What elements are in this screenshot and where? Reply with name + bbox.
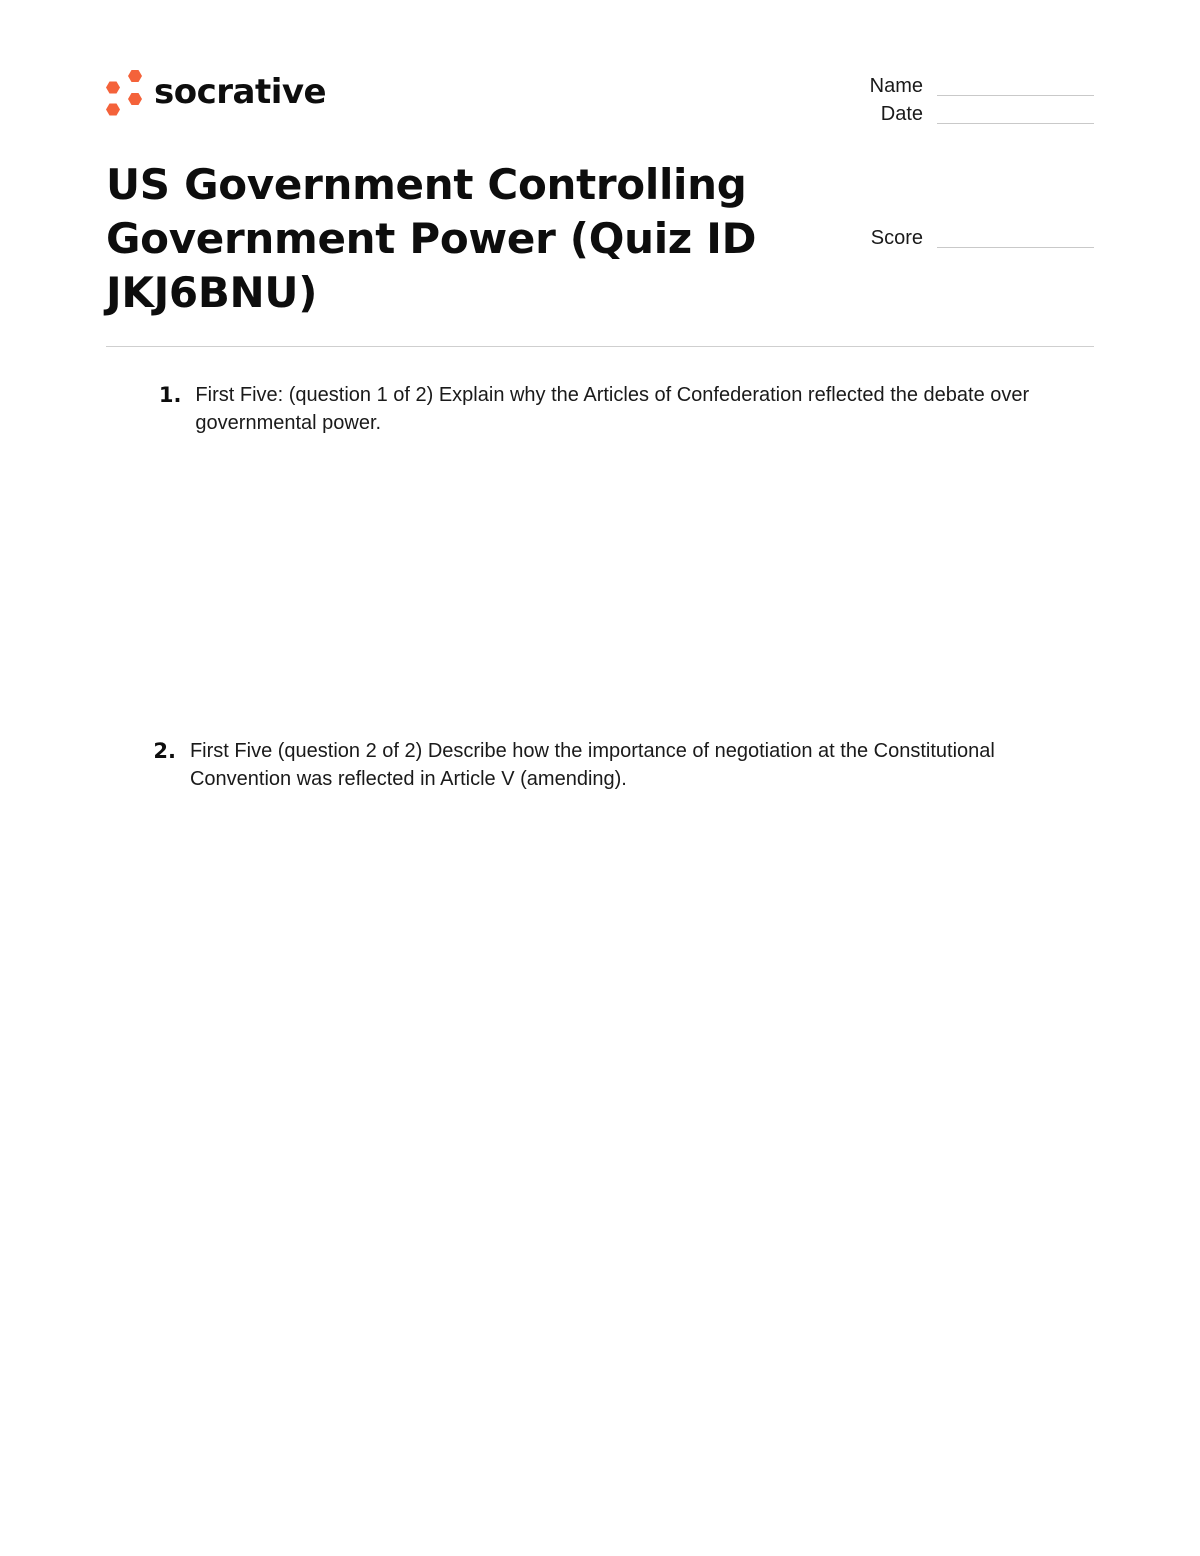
name-line[interactable] (937, 95, 1094, 96)
brand-name: socrative (154, 72, 327, 112)
question-number: 1. (158, 383, 182, 407)
quiz-title: US Government Controlling Government Power (Quiz ID JKJ6BNU) (106, 160, 757, 317)
name-field (840, 76, 1094, 96)
question-text: First Five: (question 1 of 2) Explain why the Articles of Confederation reflected the debate over governmental power. (195, 384, 1030, 434)
date-line[interactable] (937, 123, 1094, 124)
name-label: Name (869, 75, 923, 97)
score-label: Score (870, 227, 923, 249)
header-divider (106, 346, 1094, 347)
question-item (150, 381, 1090, 437)
date-field (840, 104, 1094, 124)
score-line[interactable] (937, 247, 1094, 248)
date-label: Date (880, 103, 923, 125)
score-field (840, 228, 1094, 248)
question-item (150, 737, 1090, 793)
hexagon-cluster-icon (106, 68, 142, 116)
socrative-logo (106, 68, 326, 116)
question-number: 2. (153, 739, 176, 763)
question-text: First Five (question 2 of 2) Describe how the importance of negotiation at the Constitutional Convention was reflected in Article V (amending). (189, 740, 995, 790)
